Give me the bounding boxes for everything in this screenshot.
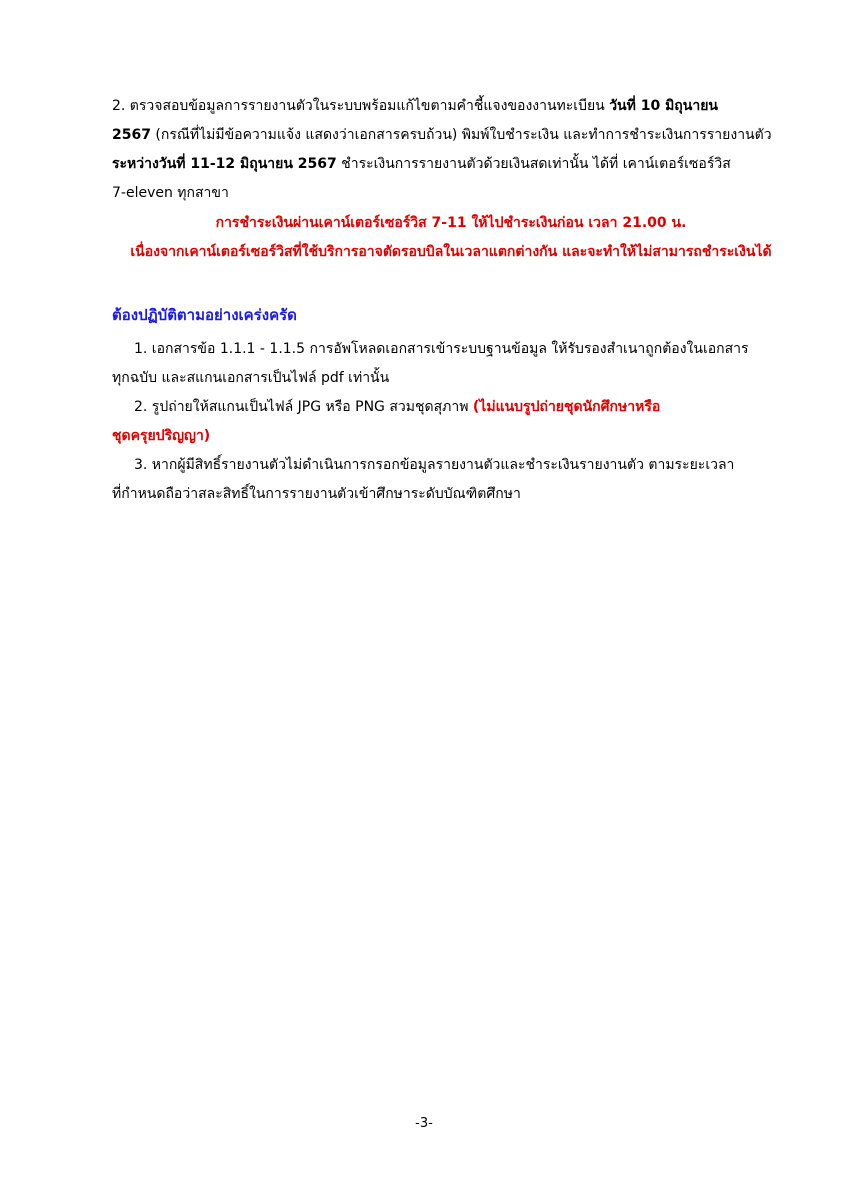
section-2-line-2: [112, 121, 790, 150]
page-number: -3-: [415, 1116, 433, 1131]
rules-list: [112, 335, 790, 509]
section-2-line-4: [112, 179, 790, 208]
rule-2-text: 2. รูปถ่ายให้สแกนเป็นไฟล์ JPG หรือ PNG สวมชุดสุภาพ: [134, 399, 473, 415]
review-date-text: วันที่ 10 มิถุนายน: [609, 98, 718, 114]
section-2-line-1: [112, 92, 790, 121]
rule-2-warning-continued: ชุดครุยปริญญา): [112, 428, 211, 444]
payment-instruction-text: (กรณีที่ไม่มีข้อความแจ้ง แสดงว่าเอกสารครบถ้วน) พิมพ์ใบชำระเงิน และทำการชำระเงินการรายงานตัว: [150, 127, 772, 143]
rule-1-line-1: 1. เอกสารข้อ 1.1.1 - 1.1.5 การอัพโหลดเอกสารเข้าระบบฐานข้อมูล ให้รับรองสำเนาถูกต้องในเอกสาร: [134, 341, 749, 357]
payment-period-text: ระหว่างวันที่ 11-12 มิถุนายน 2567: [112, 156, 337, 172]
cash-payment-text: ชำระเงินการรายงานตัวด้วยเงินสดเท่านั้น ได้ที่ เคาน์เตอร์เซอร์วิส: [336, 156, 731, 172]
rule-2-warning-text: (ไม่แนบรูปถ่ายชุดนักศึกษาหรือ: [472, 399, 661, 415]
payment-deadline-notice: การชำระเงินผ่านเคาน์เตอร์เซอร์วิส 7-11 ให้ไปชำระเงินก่อน เวลา 21.00 น.: [215, 215, 687, 231]
rule-1-line-2: ทุกฉบับ และสแกนเอกสารเป็นไฟล์ pdf เท่านั้น: [112, 370, 390, 386]
review-year-text: 2567: [112, 127, 151, 143]
rule-2-line-1: [112, 393, 790, 422]
section-2-line-3: [112, 150, 790, 179]
section-2-intro-text: 2. ตรวจสอบข้อมูลการรายงานตัวในระบบพร้อมแก้ไขตามคำชี้แจงของงานทะเบียน: [112, 98, 610, 114]
rule-3-line-1: 3. หากผู้มีสิทธิ์รายงานตัวไม่ดำเนินการกรอกข้อมูลรายงานตัวและชำระเงินรายงานตัว ตามระยะเวลา: [134, 457, 735, 473]
rule-3-line-2: ที่กำหนดถือว่าสละสิทธิ์ในการรายงานตัวเข้าศึกษาระดับบัณฑิตศึกษา: [112, 486, 521, 502]
section-2-paragraph: [112, 92, 790, 208]
store-branches-text: 7-eleven ทุกสาขา: [112, 185, 229, 201]
strict-compliance-heading: ต้องปฏิบัติตามอย่างเคร่งครัด: [112, 306, 297, 324]
billing-cutoff-notice: เนื่องจากเคาน์เตอร์เซอร์วิสที่ใช้บริการอาจตัดรอบบิลในเวลาแตกต่างกัน และจะทำให้ไม่สามารถชำระเงินได้: [130, 244, 772, 260]
